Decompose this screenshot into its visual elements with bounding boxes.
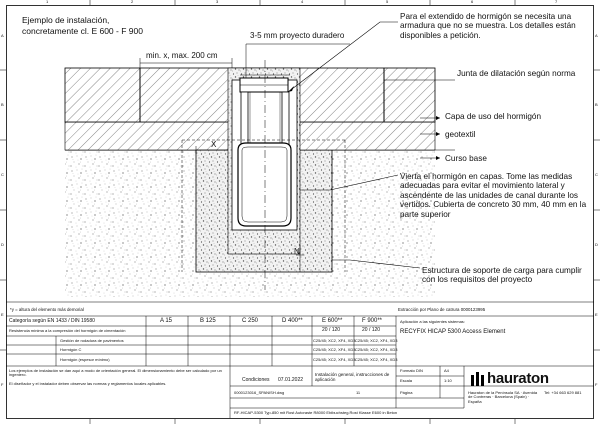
table-sub-label-2: Hormigón C [60, 347, 82, 352]
table-cell-f900-strength: 20 / 120 [362, 327, 381, 333]
frame-col-2: 2 [131, 0, 134, 4]
table-spec-f900-1: C25/45; XC2, XF4, XD3 [355, 338, 398, 343]
frame-row-c-right: C [595, 172, 598, 177]
table-class-e600: E 600** [322, 318, 343, 324]
callout-geotextile: geotextil [445, 130, 476, 139]
page-label: Página [400, 390, 413, 395]
disclaimer-1: Los ejemplos de instalación se dan aquí a modo de orientación general. El dimensionamiento debe ser calculado por un ingeniero. [9, 368, 222, 378]
drawing-title-line1: Ejemplo de instalación, [22, 15, 110, 25]
frame-row-a-right: A [595, 33, 598, 38]
frame-row-b-right: B [595, 102, 598, 107]
frame-col-5: 5 [386, 0, 389, 4]
format-value: A4 [444, 368, 449, 373]
brand-name: hauraton [487, 370, 549, 387]
table-class-d400: D 400** [282, 318, 303, 324]
brand-address: Hauraton de la Península SA · Avenida de Contreras · Barcelona (Spain) · España [468, 390, 538, 404]
dimension-width-label: min. x, max. 200 cm [146, 51, 218, 60]
table-class-f900: F 900** [362, 318, 383, 324]
table-spec-e600-1: C25/45; XC2, XF4, XD3 [313, 338, 356, 343]
table-spec-f900-2: C25/45; XC2, XF4, XD3 [355, 347, 398, 352]
drawing-description: RF-HICAP-5300 Typ-850 mit Rost Autoraste R8000 Ebibuchsteg.Rost Klasse E600 in Beton [234, 410, 398, 415]
callout-support-structure: Estructura de soporte de carga para cumplir con los requisitos del proyecto [422, 266, 582, 285]
table-spec-f900-3: C25/45; XC2, XF4, XD3 [355, 357, 398, 362]
dimension-x-label: X [211, 140, 217, 149]
drawing-title-line2: concretamente cl. E 600 - F 900 [22, 26, 143, 36]
table-sub-label-3: Hormigón (espesor mínimo) [60, 357, 110, 362]
scale-label: Escala [400, 378, 413, 383]
excerpt-note: Extracción por Plano de catrura 0000123995 [398, 307, 486, 312]
application-label: Aplicación a las siguientes sistemas: [400, 319, 465, 324]
table-row-compression-label: Resistencia mínima a la compresión del hormigón de cimentación [9, 328, 126, 333]
frame-col-1: 1 [46, 0, 49, 4]
frame-row-b: B [1, 102, 4, 107]
conditions-label: Condiciones [242, 377, 270, 383]
frame-row-d: D [1, 242, 4, 247]
instructions-label: Instalación general, instrucciones de aplicación [315, 372, 390, 383]
table-sub-label-1: Gestión de rodadura de pavimentos [60, 338, 124, 343]
frame-row-f-right: F [595, 382, 598, 387]
frame-col-4: 4 [301, 0, 304, 4]
frame-col-3: 3 [216, 0, 219, 4]
callout-expansion-joint: Junta de dilatación según norma [457, 69, 576, 78]
footnote: *y = altura del elemento más demorial [10, 307, 84, 312]
frame-row-c: C [1, 172, 4, 177]
frame-row-a: A [1, 33, 4, 38]
frame-row-f: F [1, 382, 4, 387]
date-value: 07.01.2022 [278, 377, 304, 383]
callout-concrete-pour: Vierta el hormigón en capas. Tome las medidas adecuadas para evitar el movimiento lateral y ascendente de las unidades de canal durante los vertidos. Cubierta de concreto 30 mm, 40 mm en la parte superior [400, 172, 587, 219]
scale-value: 1:10 [444, 378, 452, 383]
dimension-top-label: 3-5 mm proyecto duradero [250, 31, 345, 40]
table-spec-e600-3: C25/45; XC2, XF4, XD3 [313, 357, 356, 362]
table-row-category-label: Categoría según EN 1433 / DIN 19580 [9, 318, 95, 324]
frame-row-e: E [1, 312, 4, 317]
page-value: 11 [356, 390, 361, 395]
application-value: RECYFIX HICAP 5300 Access Element [400, 329, 506, 335]
file-name: 0000123016_SPANISH.dwg [234, 390, 285, 395]
disclaimer-2: El diseñador y el instalador deben observar las normas y reglamentos locales aplicables. [9, 381, 167, 386]
table-class-b125: B 125 [200, 318, 216, 324]
callout-reinforcement: Para el extendido de hormigón se necesita una armadura que no se muestra. Los detalles están disponibles a petición. [400, 12, 576, 40]
table-class-c250: C 250 [242, 318, 259, 324]
table-spec-e600-2: C25/45; XC2, XF4, XD3 [313, 347, 356, 352]
dimension-n-label: N [294, 247, 300, 256]
frame-col-7: 7 [555, 0, 558, 4]
frame-row-e-right: E [595, 312, 598, 317]
table-cell-e600-strength: 20 / 120 [322, 327, 341, 333]
frame-row-d-right: D [595, 242, 598, 247]
callout-base-course: Curso base [445, 154, 487, 163]
format-label: Formato DIN [400, 368, 423, 373]
frame-col-6: 6 [471, 0, 474, 4]
callout-wearing-course: Capa de uso del hormigón [445, 112, 542, 121]
table-class-a15: A 15 [160, 318, 173, 324]
brand-phone: Tel: +34 663 629 881 [544, 390, 582, 395]
